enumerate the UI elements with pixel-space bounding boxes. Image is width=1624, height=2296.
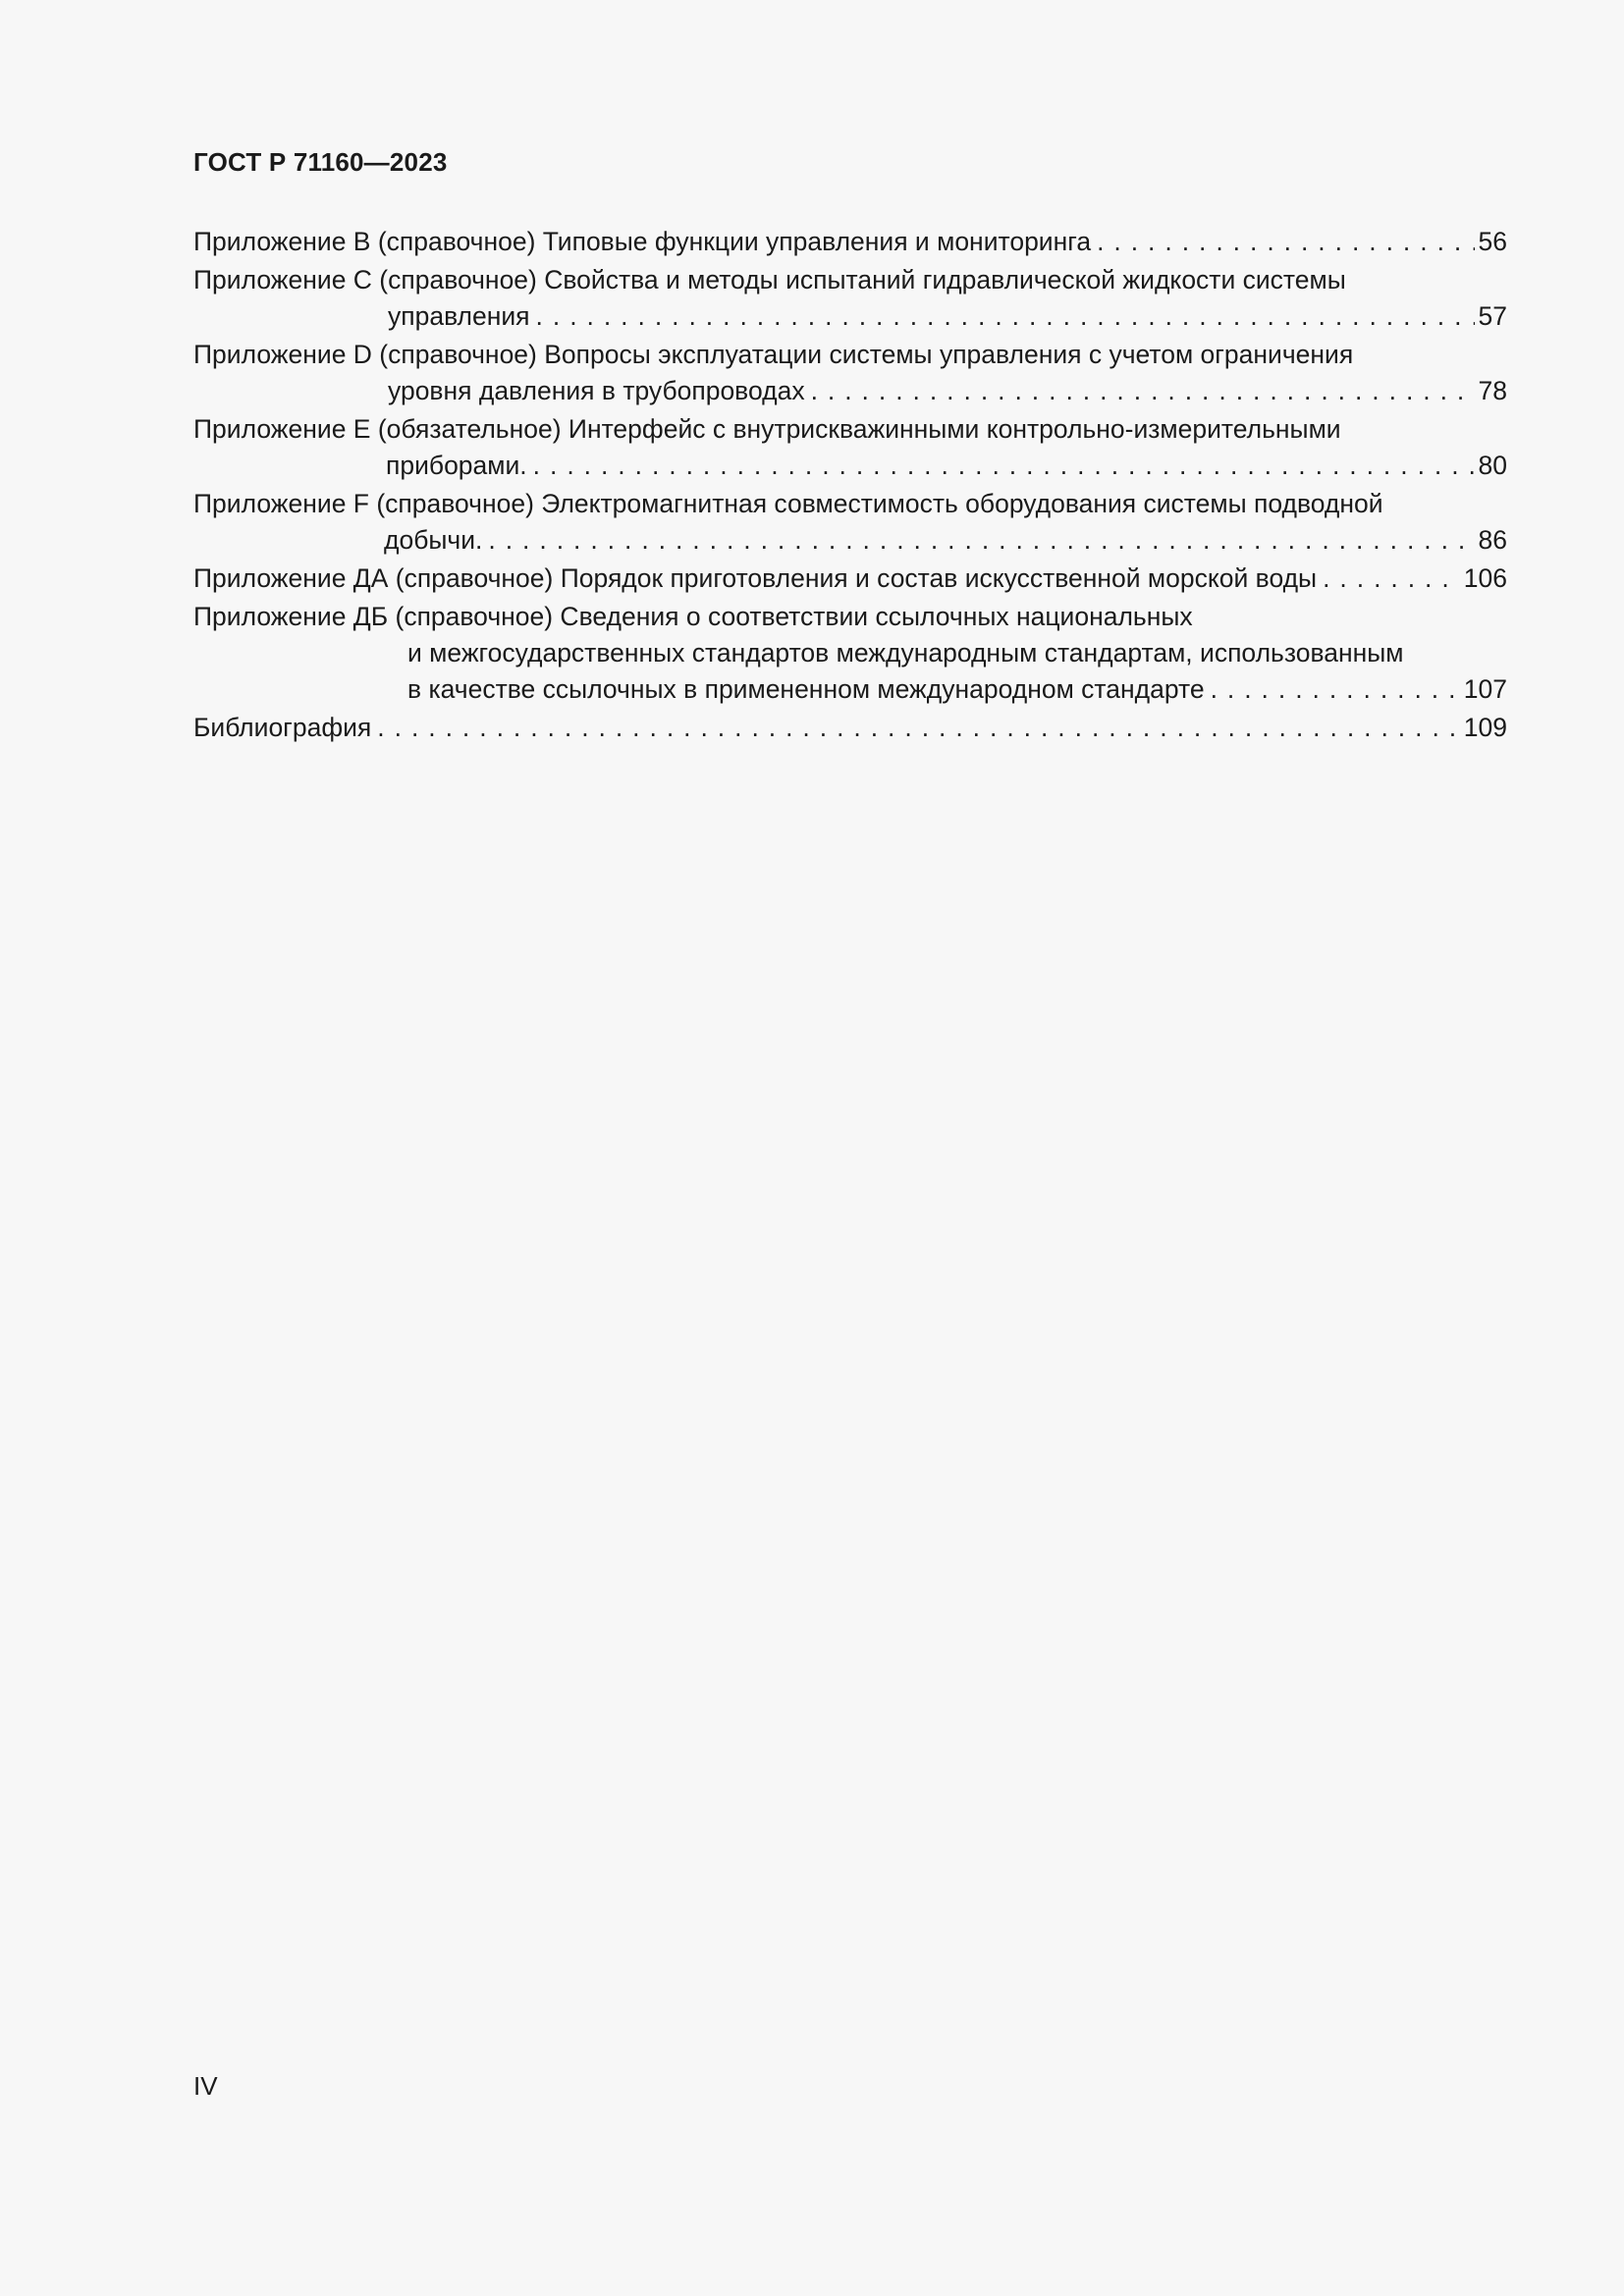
toc-entry-appendix-c[interactable] [193,262,1507,335]
toc-entry-appendix-e[interactable] [193,411,1507,484]
toc-entry-title: Приложение B (справочное) Типовые функции управления и мониторинга [193,227,1092,256]
leader-dots [488,522,1474,559]
toc-page-number: 106 [1463,563,1507,593]
toc-entry-title: Приложение ДА (справочное) Порядок приготовления и состав искусственной морской воды [193,563,1318,593]
toc-entry-title: Приложение C (справочное) Свойства и методы испытаний гидравлической жидкости системы [193,265,1346,294]
toc-page-number: 86 [1478,525,1507,555]
table-of-contents [193,224,1507,748]
leader-dots [377,710,1459,746]
toc-page-number: 80 [1478,451,1507,480]
toc-entry-continuation: уровня давления в трубопроводах [388,376,805,405]
toc-entry-appendix-b[interactable] [193,224,1507,260]
toc-entry-appendix-d[interactable] [193,337,1507,409]
toc-entry-appendix-db[interactable] [193,599,1507,708]
toc-entry-title: Приложение F (справочное) Электромагнитная совместимость оборудования системы подводной [193,489,1383,518]
toc-page-number: 57 [1478,301,1507,331]
toc-entry-appendix-f[interactable] [193,486,1507,559]
leader-dots [1323,561,1460,597]
toc-entry-title: Приложение E (обязательное) Интерфейс с внутрискважинными контрольно-измерительными [193,414,1341,444]
leader-dots [533,448,1475,484]
leader-dots [536,298,1475,335]
toc-entry-title: Приложение D (справочное) Вопросы эксплуатации системы управления с учетом ограничения [193,340,1354,369]
leader-dots [1211,671,1460,708]
toc-entry-continuation: в качестве ссылочных в примененном международном стандарте [407,674,1205,704]
toc-entry-continuation: добычи. [384,525,483,555]
toc-entry-title: Приложение ДБ (справочное) Сведения о соответствии ссылочных национальных [193,602,1193,631]
page-number: IV [193,2071,218,2101]
toc-page-number: 56 [1478,227,1507,256]
toc-entry-continuation: и межгосударственных стандартов международным стандартам, использованным [407,638,1404,667]
document-header: ГОСТ Р 71160—2023 [193,147,448,177]
toc-entry-title: Библиография [193,713,372,742]
toc-page-number: 107 [1463,674,1507,704]
toc-entry-continuation: приборами. [386,451,527,480]
leader-dots [811,373,1475,409]
toc-entry-bibliography[interactable] [193,710,1507,746]
toc-page-number: 78 [1478,376,1507,405]
toc-entry-appendix-da[interactable] [193,561,1507,597]
toc-entry-continuation: управления [388,301,530,331]
toc-page-number: 109 [1463,713,1507,742]
leader-dots [1097,224,1474,260]
